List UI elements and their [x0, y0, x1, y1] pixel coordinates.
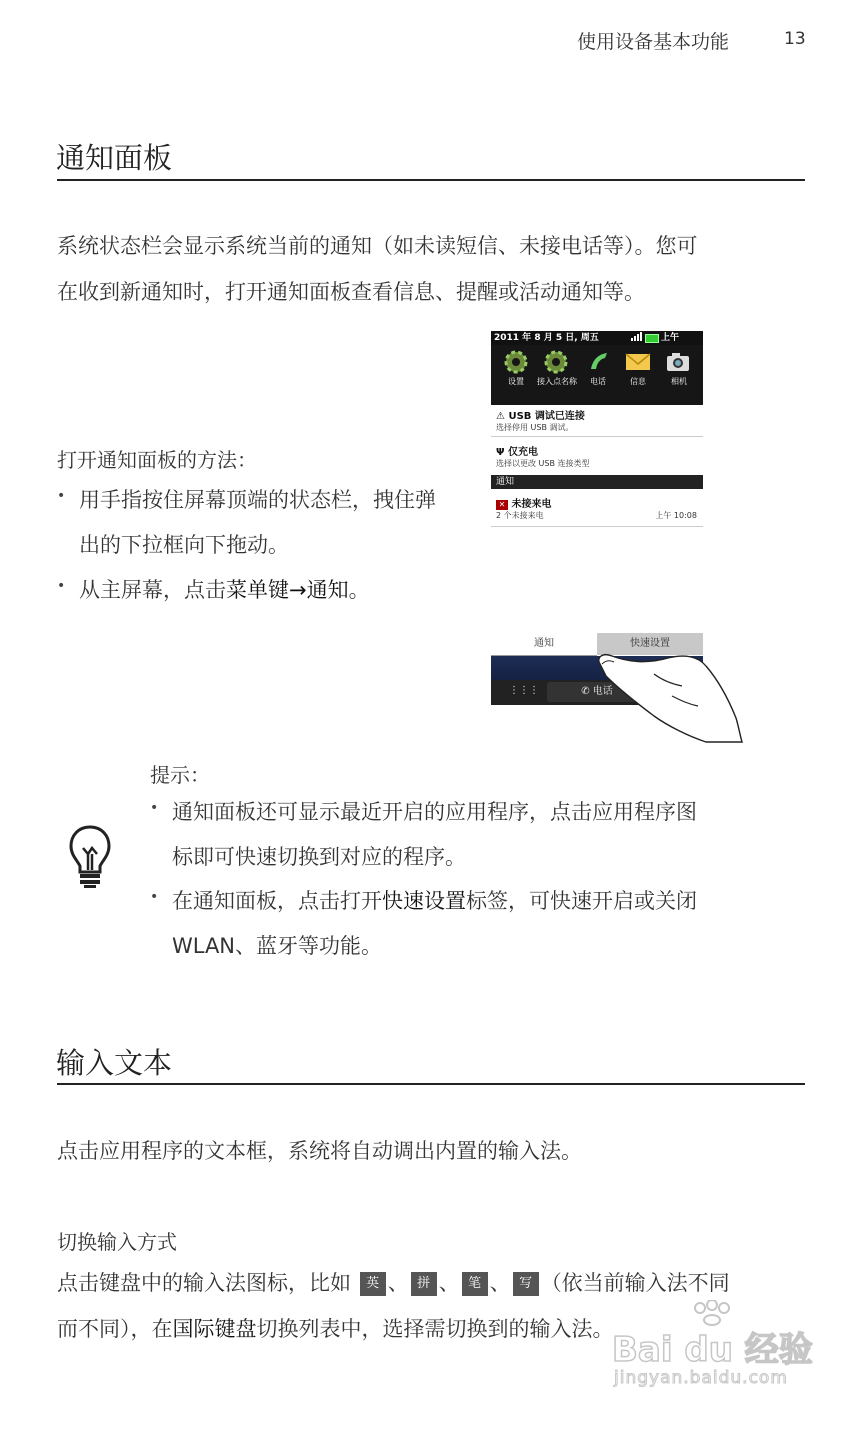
method-1-line-1: 用手指按住屏幕顶端的状态栏，拽住弹 — [79, 488, 436, 512]
handwriting-key-icon: 写 — [513, 1272, 539, 1296]
quick-settings-term: 快速设置 — [382, 889, 466, 913]
app-label-camera: 相机 — [671, 377, 687, 386]
warning-icon: ⚠ — [496, 411, 505, 422]
section-rule — [57, 179, 805, 181]
tip-2-line-2: WLAN、蓝牙等功能。 — [172, 934, 383, 958]
section-rule — [57, 1083, 805, 1085]
quick-app-row — [491, 345, 703, 405]
app-label-phone: 电话 — [590, 377, 606, 386]
tip-1-line-1: 通知面板还可显示最近开启的应用程序，点击应用程序图 — [172, 800, 697, 824]
bullet-dot: • — [57, 578, 66, 594]
intl-keyboard-term: 国际键盘 — [172, 1317, 257, 1341]
status-date: 2011 年 8 月 5 日, 周五 — [494, 333, 599, 343]
bullet-dot: • — [57, 488, 66, 504]
bullet-dot: • — [150, 800, 159, 816]
missed-call-icon: ✕ — [496, 500, 508, 510]
tip-2-line-1: 在通知面板，点击打开快速设置标签，可快速开启或关闭 — [172, 889, 697, 913]
method-bullet-2 — [57, 568, 487, 613]
status-time: 上午 — [661, 333, 680, 343]
switch-line-1: 点击键盘中的输入法图标，比如 英 、 拼 、 笔 、 写 （依当前输入法不同 — [57, 1271, 730, 1295]
section1-intro — [57, 223, 807, 315]
methods-title: 打开通知面板的方法： — [57, 448, 257, 472]
divider — [491, 526, 703, 527]
notif-charge-only: Ψ 仅充电 选择以更改 USB 连接类型 — [496, 447, 590, 468]
call-button: ✆ 电话 — [547, 682, 647, 702]
method-bullet-1 — [57, 478, 487, 568]
tab-notifications: 通知 — [491, 633, 597, 656]
signal-icon — [631, 331, 643, 346]
pinyin-key-icon: 拼 — [411, 1272, 437, 1296]
lightbulb-icon — [67, 824, 113, 894]
watermark-url: jingyan.baidu.com — [614, 1368, 788, 1388]
section-title-notification-panel: 通知面板 — [56, 141, 173, 175]
app-grid-icon: ⋮⋮⋮ — [509, 685, 539, 696]
status-bar — [491, 331, 703, 345]
notification-panel-screenshot — [491, 331, 703, 528]
method-1-line-2: 出的下拉框向下拖动。 — [79, 533, 289, 557]
methods-list — [57, 478, 487, 613]
settings-gear-icon — [501, 349, 531, 379]
usb-icon: Ψ — [496, 447, 505, 458]
camera-icon — [663, 349, 693, 379]
phone-handset-icon — [583, 349, 613, 379]
notif-usb-debug: ⚠ USB 调试已连接 选择停用 USB 调试。 — [496, 411, 585, 432]
page-number: 13 — [784, 29, 806, 49]
menu-key-term: 菜单键→通知 — [226, 578, 349, 602]
tip-1-line-2: 标即可快速切换到对应的程序。 — [172, 845, 466, 869]
method-2-text: 从主屏幕，点击菜单键→通知。 — [79, 578, 370, 602]
notif-missed-call: ✕ 未接来电 2 个未接来电 上午 10:08 — [496, 499, 697, 520]
section-title-input-text: 输入文本 — [56, 1046, 173, 1080]
app-label-settings: 设置 — [508, 377, 524, 386]
english-key-icon: 英 — [360, 1272, 386, 1296]
tip-bullet-1 — [150, 790, 800, 880]
watermark-brand: Bai du 经验 — [612, 1330, 813, 1370]
tab-quick-settings: 快速设置 — [597, 633, 703, 655]
section2-intro: 点击应用程序的文本框，系统将自动调出内置的输入法。 — [57, 1139, 582, 1163]
battery-icon — [645, 334, 659, 343]
tip-list — [150, 790, 800, 969]
switch-line-2: 而不同），在国际键盘切换列表中，选择需切换到的输入法。 — [57, 1317, 614, 1341]
tip-title: 提示： — [150, 763, 210, 787]
notifications-section-label: 通知 — [491, 475, 703, 489]
apn-gear-icon — [541, 349, 571, 379]
intro-line-1: 系统状态栏会显示系统当前的通知（如未读短信、未接电话等）。您可 — [57, 234, 698, 258]
phone-icon: ✆ — [581, 686, 590, 697]
switch-input-subtitle: 切换输入方式 — [57, 1230, 177, 1254]
running-header-title: 使用设备基本功能 — [577, 31, 730, 53]
intro-line-2: 在收到新通知时，打开通知面板查看信息、提醒或活动通知等。 — [57, 280, 645, 304]
divider — [491, 436, 703, 437]
message-envelope-icon — [623, 349, 653, 379]
baidu-watermark — [612, 1300, 812, 1390]
stroke-key-icon: 笔 — [462, 1272, 488, 1296]
tip-bullet-2 — [150, 879, 800, 969]
bullet-dot: • — [150, 889, 159, 905]
finger-hand-illustration — [588, 640, 748, 750]
app-label-messages: 信息 — [630, 377, 646, 386]
app-label-apn: 接入点名称 — [537, 377, 577, 386]
